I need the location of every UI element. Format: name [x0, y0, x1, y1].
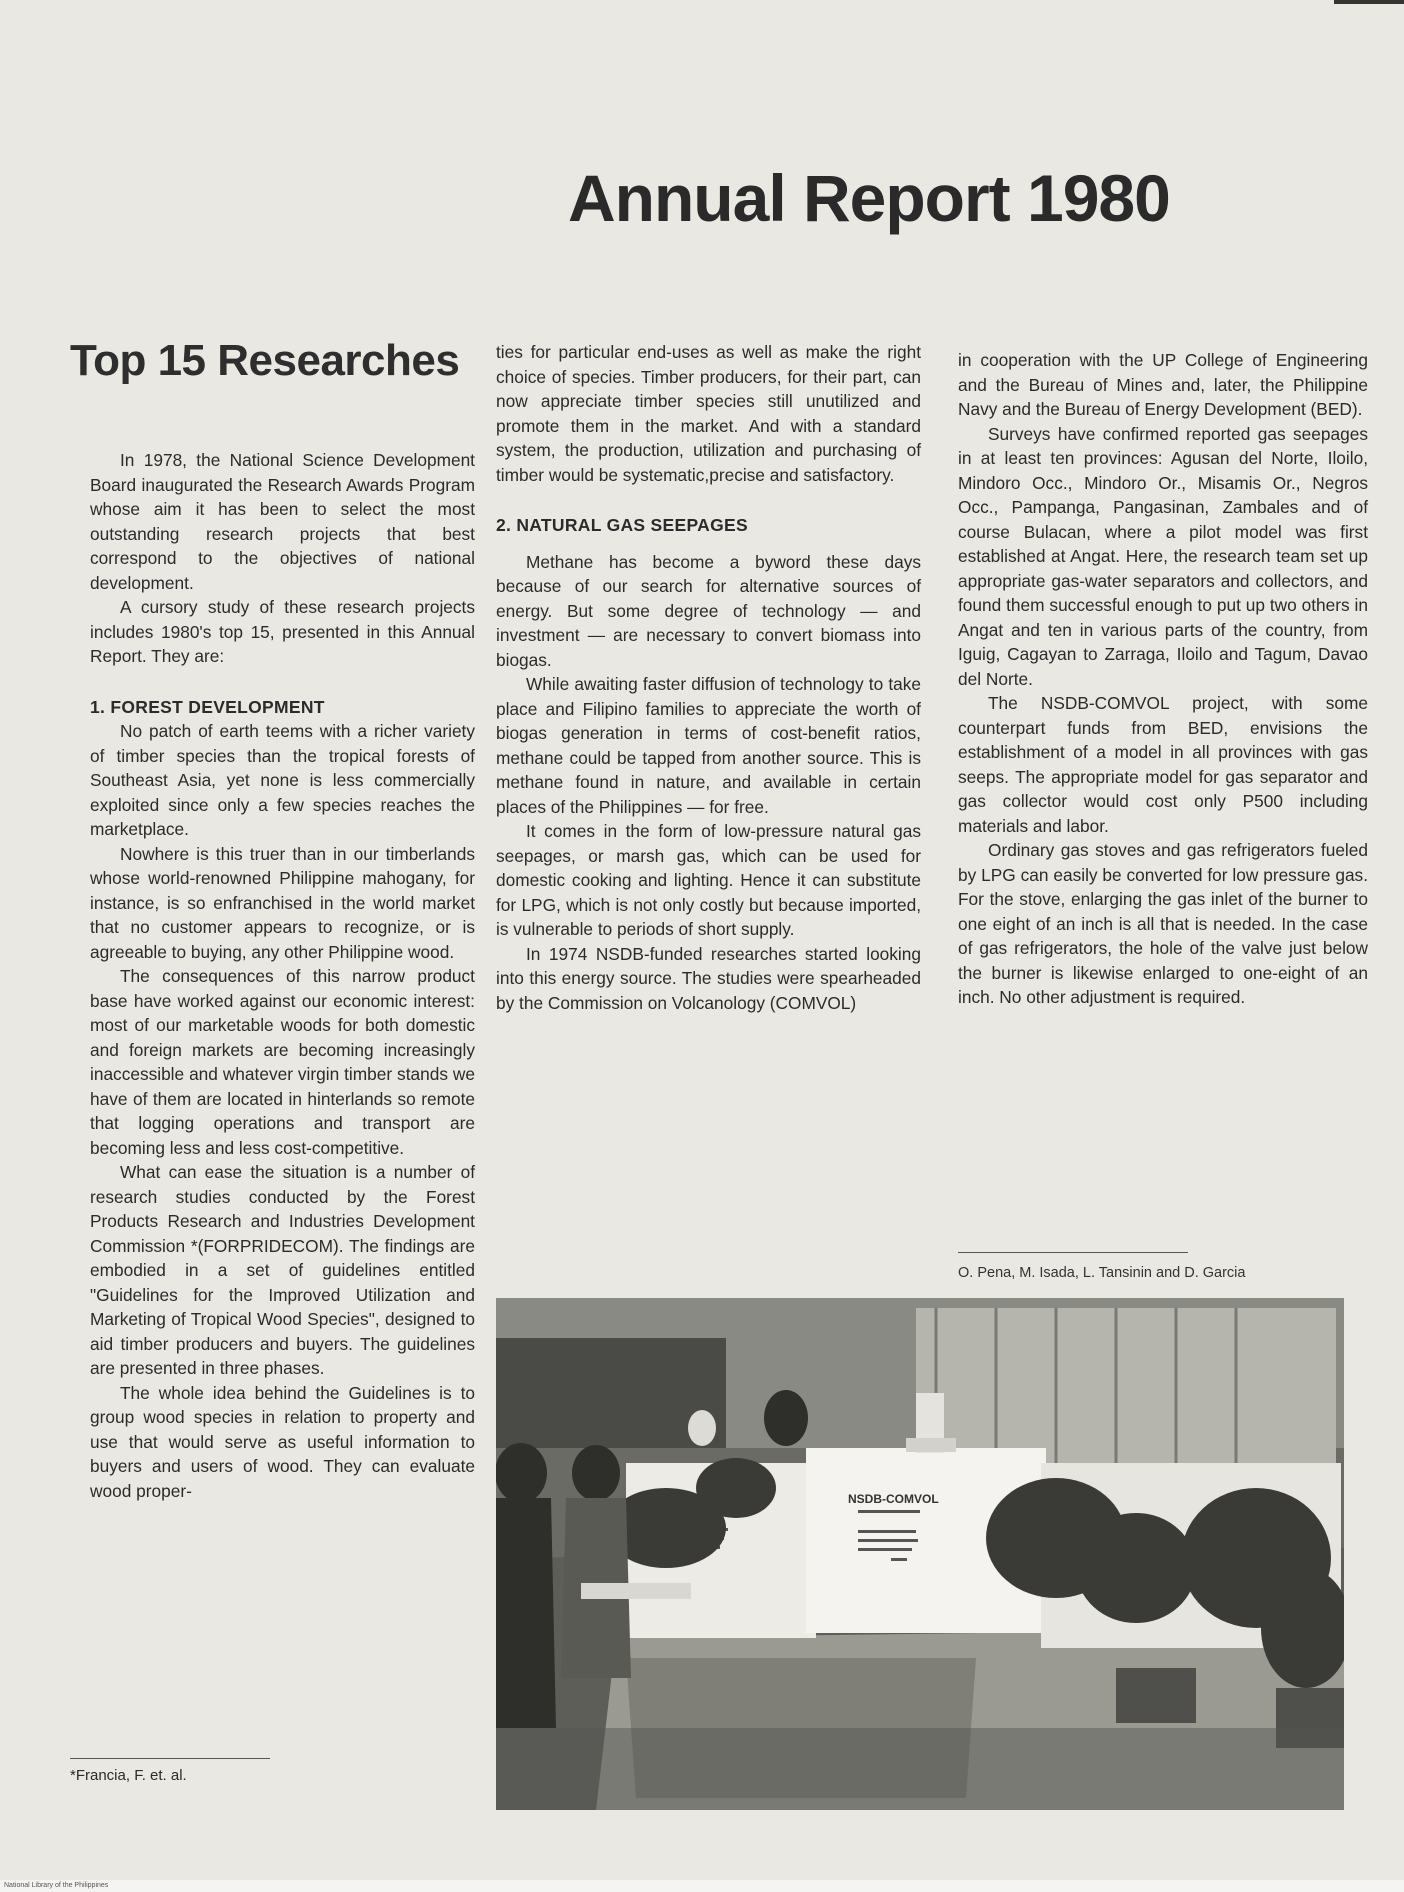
- credit-divider: [958, 1252, 1188, 1253]
- footnote-divider: [70, 1758, 270, 1759]
- photo-gas-seepage-site: [496, 1298, 1344, 1810]
- subheading-natural-gas: 2. NATURAL GAS SEEPAGES: [496, 515, 748, 535]
- source-line: National Library of the Philippines: [4, 1882, 109, 1889]
- column-2: [496, 340, 921, 1015]
- paragraph: ties for particular end-uses as well as make the right choice of species. Timber producers, for their part, can now appreciate timber species still unutilized and promote them in the market. And with a standard system, the production, utilization and purchasing of timber would be systematic,precise and satisfactory.: [496, 342, 921, 485]
- paragraph: Ordinary gas stoves and gas refrigerators fueled by LPG can easily be converted for low pressure gas. For the stove, enlarging the gas inlet of the burner to one eight of an inch is all that is needed. In the case of gas refrigerators, the hole of the valve just below the burner is likewise enlarged to one-eight of an inch. No other adjustment is required.: [958, 840, 1368, 1007]
- paragraph: In 1974 NSDB-funded researches started looking into this energy source. The studies were spearheaded by the Commission on Volcanology (COMVOL): [496, 943, 921, 1013]
- paragraph: It comes in the form of low-pressure natural gas seepages, or marsh gas, which can be used for domestic cooking and lighting. Hence it can substitute for LPG, which is not only costly but because imported, is vulnerable to periods of short supply.: [496, 821, 921, 939]
- section-title: Top 15 Researches: [70, 336, 460, 385]
- footnote: *Francia, F. et. al.: [70, 1767, 187, 1784]
- paragraph: No patch of earth teems with a richer variety of timber species than the tropical forests of Southeast Asia, yet none is less commercially exploited since only a few species reaches the marketplace.: [90, 721, 475, 839]
- paragraph: In 1978, the National Science Development Board inaugurated the Research Awards Program whose aim it has been to select the most outstanding research projects that best correspond to the objectives of national development.: [90, 450, 475, 593]
- paragraph: The consequences of this narrow product base have worked against our economic interest: most of our marketable woods for both domestic and foreign markets are becoming increasingly inaccessible and whatever virgin timber stands we have of them are located in hinterlands so remote that logging operations and transport are becoming less and less cost-competitive.: [90, 966, 475, 1158]
- paragraph: Surveys have confirmed reported gas seepages in at least ten provinces: Agusan del Norte, Iloilo, Mindoro Occ., Mindoro Or., Misamis Or., Negros Occ., Pampanga, Pangasinan, Zambales and of course Bulacan, where a pilot model was first established at Angat. Here, the research team set up appropriate gas-water separators and collectors, and found them successful enough to put up two others in Angat and ten in various parts of the country, from Iguig, Cagayan to Zarraga, Iloilo and Tagum, Davao del Norte.: [958, 423, 1368, 689]
- paragraph: Methane has become a byword these days because of our search for alternative sources of energy. But some degree of technology — and investment — are necessary to convert biomass into biogas.: [496, 551, 921, 670]
- paragraph: in cooperation with the UP College of Engineering and the Bureau of Mines and, later, the Philippine Navy and the Bureau of Energy Development (BED).: [958, 350, 1368, 419]
- column-1: [90, 448, 475, 1503]
- author-credit: O. Pena, M. Isada, L. Tansinin and D. Garcia: [958, 1265, 1246, 1281]
- column-3: [958, 348, 1368, 1010]
- paragraph: While awaiting faster diffusion of technology to take place and Filipino families to appreciate the worth of biogas generation in terms of cost-benefit ratios, methane could be tapped from another source. This is methane found in nature, and available in certain places of the Philippines — for free.: [496, 674, 921, 817]
- photo-sign-text: NSDB-COMVOL: [848, 1492, 939, 1506]
- paragraph: The NSDB-COMVOL project, with some counterpart funds from BED, envisions the establishment of a model in all provinces with gas seeps. The appropriate model for gas separator and gas collector would cost only P500 including materials and labor.: [958, 693, 1368, 836]
- scan-footer-bar: [0, 1880, 1404, 1892]
- subheading-forest-development: 1. FOREST DEVELOPMENT: [90, 696, 325, 717]
- paragraph: A cursory study of these research projects includes 1980's top 15, presented in this Annual Report. They are:: [90, 597, 475, 666]
- paragraph: The whole idea behind the Guidelines is to group wood species in relation to property and use that would serve as useful information to buyers and users of wood. They can evaluate wood proper-: [90, 1382, 475, 1501]
- paragraph: Nowhere is this truer than in our timberlands whose world-renowned Philippine mahogany, for instance, is so enfranchised in the world market that no customer appears to recognize, or is agreeable to buying, any other Philippine wood.: [90, 843, 475, 962]
- scan-edge-mark: [1334, 0, 1404, 4]
- paragraph: What can ease the situation is a number of research studies conducted by the Forest Products Research and Industries Development Commission *(FORPRIDECOM). The findings are embodied in a set of guidelines entitled "Guidelines for the Improved Utilization and Marketing of Tropical Wood Species", designed to aid timber producers and buyers. The guidelines are presented in three phases.: [90, 1162, 475, 1378]
- page-title: Annual Report 1980: [568, 161, 1170, 235]
